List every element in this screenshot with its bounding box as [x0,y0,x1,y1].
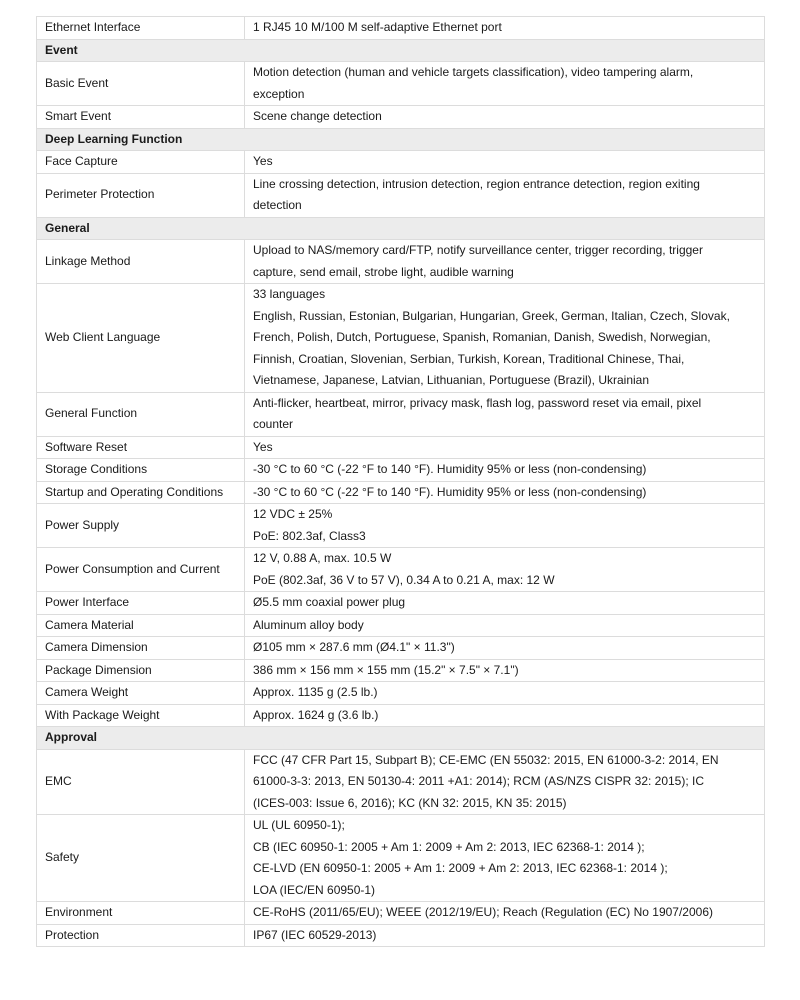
spec-value [245,592,765,615]
spec-label: Camera Dimension [37,637,245,660]
spec-value [245,749,765,815]
spec-value-line: Line crossing detection, intrusion detection, region entrance detection, region exiting [253,176,700,191]
spec-value-line: Yes [253,154,273,168]
spec-row-protection [37,924,765,947]
spec-value-line: English, Russian, Estonian, Bulgarian, Hungarian, Greek, German, Italian, Czech, Slovak, [253,308,730,323]
spec-value [245,659,765,682]
spec-value [245,614,765,637]
spec-value [245,436,765,459]
spec-value [245,682,765,705]
spec-label: Basic Event [37,62,245,106]
spec-row-camera-material [37,614,765,637]
spec-value-line: IP67 (IEC 60529-2013) [253,927,377,942]
spec-value [245,459,765,482]
spec-value-line: UL (UL 60950-1); [253,818,345,832]
spec-value-line: Ø5.5 mm coaxial power plug [253,595,406,609]
spec-row-face-capture [37,151,765,174]
spec-label: Linkage Method [37,240,245,284]
spec-value [245,106,765,129]
spec-value-line: PoE: 802.3af, Class3 [253,528,366,543]
spec-value-line: Scene change detection [253,109,382,123]
spec-row-basic-event [37,62,765,106]
spec-label: Web Client Language [37,284,245,393]
spec-value-line: PoE (802.3af, 36 V to 57 V), 0.34 A to 0.21 A, max: 12 W [253,572,555,587]
spec-value-line: Upload to NAS/memory card/FTP, notify surveillance center, trigger recording, trigger [253,243,703,257]
spec-label: Protection [37,924,245,947]
spec-value [245,481,765,504]
spec-row-power-interface [37,592,765,615]
spec-label: Camera Material [37,614,245,637]
section-title: Approval [37,727,765,750]
spec-label: With Package Weight [37,704,245,727]
spec-value-line: 61000-3-3: 2013, EN 50130-4: 2011 +A1: 2014); RCM (AS/NZS CISPR 32: 2015); IC [253,774,705,788]
spec-row-emc [37,749,765,815]
spec-value-line: FCC (47 CFR Part 15, Subpart B); CE-EMC (EN 55032: 2015, EN 61000-3-2: 2014, EN [253,752,719,767]
spec-value-line: Vietnamese, Japanese, Latvian, Lithuanian, Portuguese (Brazil), Ukrainian [253,373,650,387]
spec-label: Face Capture [37,151,245,174]
spec-value-line: Motion detection (human and vehicle targets classification), video tampering alarm, [253,65,694,79]
spec-value [245,815,765,902]
spec-row-web-client-language [37,284,765,393]
spec-label: Perimeter Protection [37,173,245,217]
spec-value-line: 1 RJ45 10 M/100 M self-adaptive Ethernet port [253,20,502,34]
spec-row-startup-and-operating-conditions [37,481,765,504]
spec-label: Startup and Operating Conditions [37,481,245,504]
spec-label: Storage Conditions [37,459,245,482]
section-header-general [37,217,765,240]
spec-value [245,902,765,925]
spec-value-line: -30 °C to 60 °C (-22 °F to 140 °F). Humidity 95% or less (non-condensing) [253,462,647,476]
spec-row-software-reset [37,436,765,459]
spec-value-line: French, Polish, Dutch, Portuguese, Spanish, Romanian, Danish, Swedish, Norwegian, [253,330,711,344]
spec-label: Package Dimension [37,659,245,682]
spec-value [245,548,765,592]
spec-value [245,240,765,284]
spec-value [245,62,765,106]
spec-value-line: capture, send email, strobe light, audible warning [253,264,514,279]
spec-label: Safety [37,815,245,902]
spec-row-storage-conditions [37,459,765,482]
spec-row-package-dimension [37,659,765,682]
section-header-event [37,39,765,62]
spec-row-perimeter-protection [37,173,765,217]
spec-label: Software Reset [37,436,245,459]
section-header-approval [37,727,765,750]
spec-label: General Function [37,392,245,436]
spec-value [245,924,765,947]
spec-value-line: Ø105 mm × 287.6 mm (Ø4.1" × 11.3") [253,640,455,654]
spec-value-line: Approx. 1624 g (3.6 lb.) [253,707,379,722]
spec-row-camera-weight [37,682,765,705]
spec-label: Power Consumption and Current [37,548,245,592]
spec-value [245,151,765,174]
spec-value-line: 33 languages [253,287,326,301]
spec-row-camera-dimension [37,637,765,660]
spec-value [245,392,765,436]
spec-value-line: 12 V, 0.88 A, max. 10.5 W [253,551,392,565]
section-title: Event [37,39,765,62]
spec-value [245,173,765,217]
spec-label: Environment [37,902,245,925]
section-title: General [37,217,765,240]
spec-value-line: -30 °C to 60 °C (-22 °F to 140 °F). Humidity 95% or less (non-condensing) [253,484,647,499]
section-title: Deep Learning Function [37,128,765,151]
spec-row-power-supply [37,504,765,548]
spec-label: Power Interface [37,592,245,615]
spec-row-safety [37,815,765,902]
spec-value-line: (ICES-003: Issue 6, 2016); KC (KN 32: 2015, KN 35: 2015) [253,795,567,810]
spec-value [245,637,765,660]
spec-value [245,17,765,40]
spec-value-line: 386 mm × 156 mm × 155 mm (15.2" × 7.5" × 7.1") [253,662,519,677]
spec-label: Power Supply [37,504,245,548]
spec-row-smart-event [37,106,765,129]
spec-value-line: Finnish, Croatian, Slovenian, Serbian, Turkish, Korean, Traditional Chinese, Thai, [253,351,685,366]
spec-label: Ethernet Interface [37,17,245,40]
spec-value-line: CE-RoHS (2011/65/EU); WEEE (2012/19/EU); Reach (Regulation (EC) No 1907/2006) [253,905,713,919]
spec-label: EMC [37,749,245,815]
spec-value-line: Anti-flicker, heartbeat, mirror, privacy mask, flash log, password reset via email, pixel [253,395,702,410]
spec-value [245,504,765,548]
spec-row-ethernet-interface [37,17,765,40]
spec-label: Smart Event [37,106,245,129]
spec-row-general-function [37,392,765,436]
spec-value-line: CB (IEC 60950-1: 2005 + Am 1: 2009 + Am 2: 2013, IEC 62368-1: 2014 ); [253,839,645,854]
spec-table-body [37,17,765,947]
spec-row-power-consumption-and-current [37,548,765,592]
spec-table [36,16,765,947]
spec-value-line: Yes [253,439,273,454]
spec-value-line: 12 VDC ± 25% [253,507,333,521]
spec-value-line: CE-LVD (EN 60950-1: 2005 + Am 1: 2009 + Am 2: 2013, IEC 62368-1: 2014 ); [253,861,668,875]
spec-value-line: LOA (IEC/EN 60950-1) [253,882,376,897]
spec-value-line: counter [253,417,294,431]
spec-value-line: detection [253,198,302,212]
spec-value-line: Aluminum alloy body [253,617,364,632]
spec-value [245,704,765,727]
spec-label: Camera Weight [37,682,245,705]
section-header-deep-learning-function [37,128,765,151]
spec-value-line: exception [253,86,305,101]
spec-row-linkage-method [37,240,765,284]
spec-row-environment [37,902,765,925]
spec-value [245,284,765,393]
spec-value-line: Approx. 1135 g (2.5 lb.) [253,685,378,699]
spec-row-with-package-weight [37,704,765,727]
